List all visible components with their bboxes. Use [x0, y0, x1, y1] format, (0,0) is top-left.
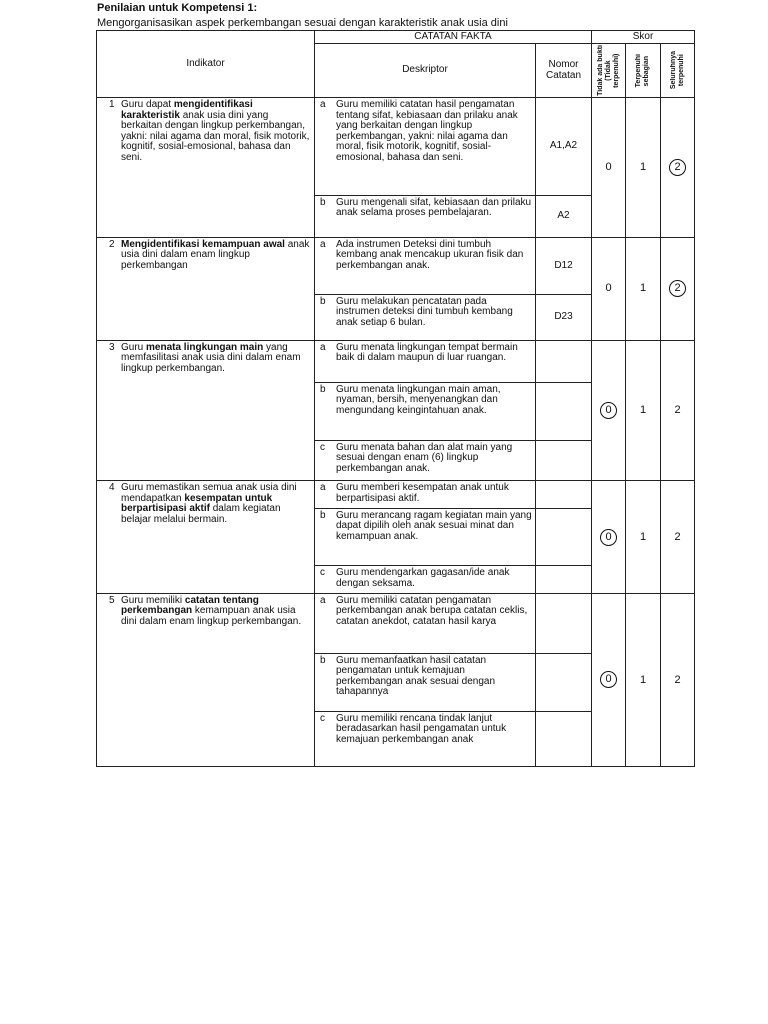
descriptor-letter: a: [320, 482, 326, 494]
descriptor-cell: [315, 382, 536, 440]
descriptor-letter: b: [320, 196, 326, 208]
score-cell: [592, 237, 626, 340]
score-cell: [626, 593, 661, 766]
score-cell: [592, 340, 626, 481]
score-cell: [626, 481, 661, 593]
indikator-text: Mengidentifikasi kemampuan awal anak usia dini dalam enam lingkup perkembangan: [121, 238, 310, 271]
descriptor-cell: [315, 440, 536, 481]
header-catatan-fakta: CATATAN FAKTA: [315, 31, 592, 44]
indikator-text: Guru memiliki catatan tentang perkembangan kemampuan anak usia dini dalam enam lingkup perkembangan.: [121, 594, 302, 627]
score-value: 1: [639, 404, 647, 417]
nomor-catatan-cell: [536, 566, 592, 594]
descriptor-cell: [315, 195, 536, 237]
nomor-catatan-cell: D23: [536, 294, 592, 340]
descriptor-letter: c: [320, 567, 325, 579]
score-value: 1: [639, 530, 647, 543]
descriptor-cell: [315, 711, 536, 766]
score-cell: [592, 481, 626, 593]
nomor-catatan-cell: [536, 711, 592, 766]
header-skor-1: Terpenuhi sebagian: [626, 44, 661, 98]
score-value: 2: [674, 530, 681, 543]
score-value: 0: [605, 161, 612, 174]
score-cell: [592, 593, 626, 766]
indikator-cell: [97, 237, 315, 340]
descriptor-cell: [315, 566, 536, 594]
descriptor-letter: a: [320, 341, 326, 353]
score-value: 2: [674, 673, 681, 686]
indikator-number: 3: [109, 341, 115, 353]
nomor-catatan-cell: [536, 382, 592, 440]
descriptor-cell: [315, 593, 536, 653]
descriptor-letter: a: [320, 238, 326, 250]
descriptor-text: Guru melakukan pencatatan pada instrumen deteksi dini tumbuh kembang anak setiap 6 bulan.: [336, 295, 513, 328]
score-value: 1: [639, 161, 647, 174]
descriptor-cell: [315, 653, 536, 711]
score-value: 1: [639, 282, 647, 295]
descriptor-text: Guru menata lingkungan main aman, nyaman, bersih, menyenangkan dan mengundang keingintahuan anak.: [336, 383, 501, 416]
selected-score-mark: 0: [600, 529, 617, 546]
selected-score-mark: 2: [669, 159, 686, 176]
score-value: 0: [605, 282, 612, 295]
score-cell: [626, 98, 661, 238]
nomor-catatan-cell: [536, 481, 592, 509]
descriptor-text: Guru merancang ragam kegiatan main yang dapat dipilih oleh anak sesuai minat dan kemampuan anak.: [336, 509, 532, 542]
page-subtitle: Mengorganisasikan aspek perkembangan sesuai dengan karakteristik anak usia dini: [97, 17, 508, 29]
indikator-number: 1: [109, 99, 115, 110]
indikator-cell: [97, 340, 315, 481]
descriptor-cell: [315, 340, 536, 382]
score-cell: [592, 98, 626, 238]
header-skor-0: Tidak ada bukti (Tidak terpenuhi): [592, 44, 626, 98]
descriptor-text: Ada instrumen Deteksi dini tumbuh kembang anak mencakup ukuran fisik dan perkembangan anak.: [336, 238, 524, 271]
descriptor-cell: [315, 508, 536, 565]
descriptor-text: Guru memberi kesempatan anak untuk berpartisipasi aktif.: [336, 482, 509, 504]
table-row: [97, 98, 695, 196]
score-cell: [661, 237, 695, 340]
selected-score-mark: 0: [600, 671, 617, 688]
nomor-catatan-cell: [536, 440, 592, 481]
header-skor-2: Seluruhnya terpenuhi: [661, 44, 695, 98]
table-row: [97, 237, 695, 294]
header-indikator: Indikator: [97, 31, 315, 98]
indikator-cell: [97, 593, 315, 766]
score-cell: [626, 237, 661, 340]
descriptor-letter: b: [320, 654, 326, 666]
indikator-number: 4: [109, 482, 115, 494]
descriptor-letter: b: [320, 383, 326, 395]
score-value: 1: [639, 673, 647, 686]
descriptor-text: Guru mendengarkan gagasan/ide anak dengan seksama.: [336, 567, 510, 589]
table-row: [97, 340, 695, 382]
nomor-catatan-cell: [536, 653, 592, 711]
descriptor-letter: b: [320, 509, 326, 521]
indikator-text: Guru memastikan semua anak usia dini mendapatkan kesempatan untuk berpartisipasi aktif dalam kegiatan belajar melalui bermain.: [121, 482, 297, 525]
descriptor-text: Guru mengenali sifat, kebiasaan dan prilaku anak selama proses pembelajaran.: [336, 196, 532, 219]
descriptor-text: Guru memiliki rencana tindak lanjut beradasarkan hasil pengamatan untuk kemajuan perkembangan anak: [336, 712, 507, 745]
descriptor-letter: c: [320, 712, 325, 724]
descriptor-letter: a: [320, 99, 326, 110]
score-cell: [661, 340, 695, 481]
indikator-cell: [97, 98, 315, 238]
indikator-number: 5: [109, 594, 115, 606]
header-nomor-catatan: Nomor Catatan: [536, 44, 592, 98]
score-cell: [626, 340, 661, 481]
descriptor-text: Guru memiliki catatan hasil pengamatan tentang sifat, kebiasaan dan prilaku anak yang berkaitan dengan lingkup perkembangan, yakni: nilai agama dan moral, fisik motorik, kognitif, sosial-emosional, bahasa dan seni.: [336, 99, 518, 163]
header-skor: Skor: [592, 31, 695, 44]
nomor-catatan-cell: A1,A2: [536, 98, 592, 196]
descriptor-cell: [315, 237, 536, 294]
score-cell: [661, 593, 695, 766]
page-title: Penilaian untuk Kompetensi 1:: [97, 2, 258, 14]
descriptor-text: Guru memiliki catatan pengamatan perkembangan anak berupa catatan ceklis, catatan anekdot, catatan hasil karya: [336, 594, 528, 627]
descriptor-cell: [315, 294, 536, 340]
nomor-catatan-cell: D12: [536, 237, 592, 294]
selected-score-mark: 0: [600, 402, 617, 419]
table-row: [97, 593, 695, 653]
nomor-catatan-cell: [536, 340, 592, 382]
nomor-catatan-cell: [536, 508, 592, 565]
header-deskriptor: Deskriptor: [315, 44, 536, 98]
descriptor-letter: a: [320, 594, 326, 606]
descriptor-text: Guru memanfaatkan hasil catatan pengamatan untuk kemajuan perkembangan anak sesuai dengan tahapannya: [336, 654, 496, 698]
descriptor-cell: [315, 98, 536, 196]
descriptor-letter: b: [320, 295, 326, 307]
descriptor-text: Guru menata lingkungan tempat bermain baik di dalam maupun di luar ruangan.: [336, 341, 518, 364]
descriptor-cell: [315, 481, 536, 509]
indikator-text: Guru menata lingkungan main yang memfasilitasi anak usia dini dalam enam lingkup perkembangan.: [121, 341, 301, 374]
descriptor-text: Guru menata bahan dan alat main yang sesuai dengan enam (6) lingkup perkembangan anak.: [336, 441, 513, 474]
indikator-text: Guru dapat mengidentifikasi karakteristik anak usia dini yang berkaitan dengan lingkup perkembangan, yakni: nilai agama dan moral, fisik motorik, kognitif, sosial-emosional, bahasa dan seni.: [121, 99, 310, 163]
nomor-catatan-cell: [536, 593, 592, 653]
indikator-cell: [97, 481, 315, 593]
score-value: 2: [674, 404, 681, 417]
selected-score-mark: 2: [669, 280, 686, 297]
descriptor-letter: c: [320, 441, 325, 453]
indikator-number: 2: [109, 238, 115, 250]
score-cell: [661, 481, 695, 593]
score-cell: [661, 98, 695, 238]
table-row: [97, 481, 695, 509]
assessment-table: [96, 30, 695, 767]
nomor-catatan-cell: A2: [536, 195, 592, 237]
